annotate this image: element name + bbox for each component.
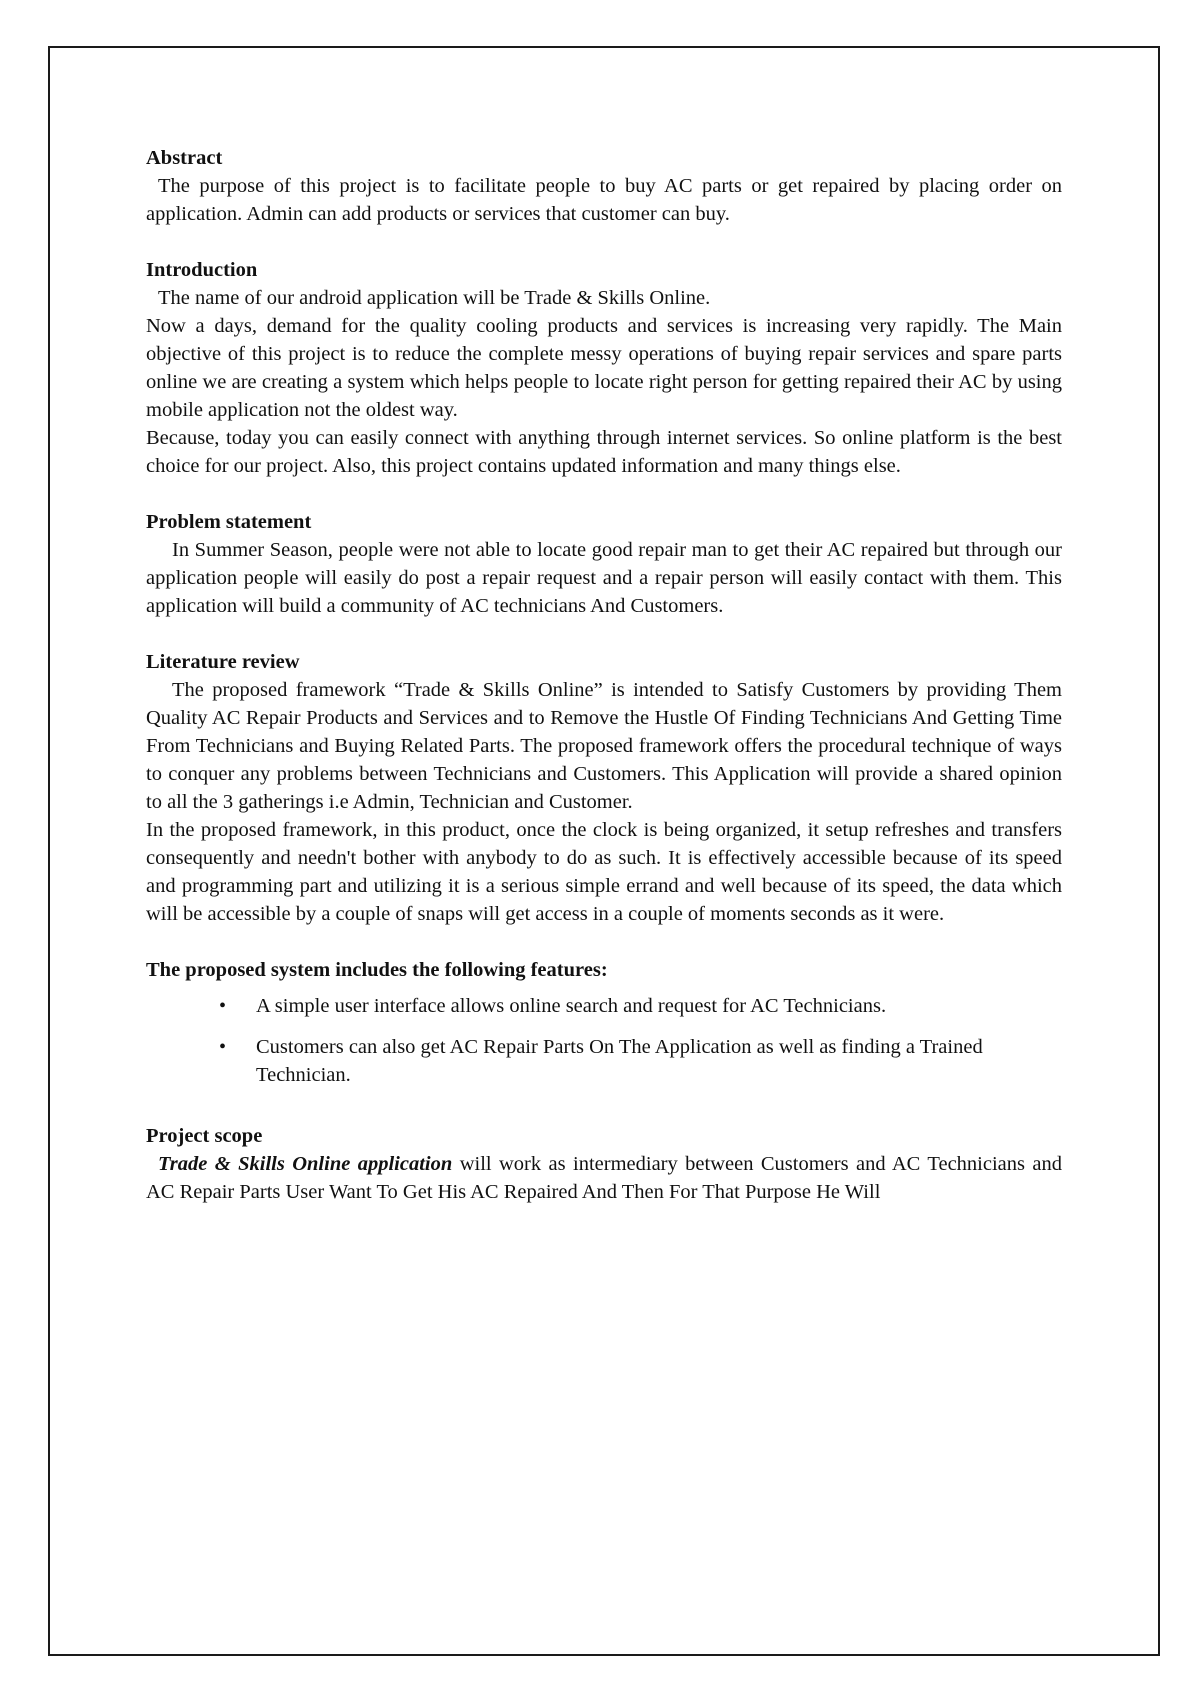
feature-text: Customers can also get AC Repair Parts On The Application as well as finding a Trained Technician. (256, 1036, 983, 1086)
section-gap (146, 928, 1062, 956)
section-gap (146, 228, 1062, 256)
project-scope-heading: Project scope (146, 1125, 263, 1147)
introduction-heading: Introduction (146, 259, 258, 281)
document-body (146, 144, 1062, 1206)
problem-statement-text: In Summer Season, people were not able to locate good repair man to get their AC repaired but through our application people will easily do post a repair request and a repair person will easily contact with them. This application will build a community of AC technicians And Customers. (146, 539, 1062, 617)
literature-review-paragraph-2: In the proposed framework, in this product, once the clock is being organized, it setup refreshes and transfers consequently and needn't bother with anybody to do as such. It is effectively accessible because of its speed and programming part and utilizing it is a serious simple errand and well because of its speed, the data which will be accessible by a couple of snaps will get access in a couple of moments seconds as it were. (146, 819, 1062, 925)
introduction-paragraph-2: Now a days, demand for the quality cooling products and services is increasing very rapidly. The Main objective of this project is to reduce the complete messy operations of buying repair services and spare parts online we are creating a system which helps people to locate right person for getting repaired their AC by using mobile application not the oldest way. (146, 315, 1062, 421)
section-gap (146, 1102, 1062, 1122)
literature-review-heading: Literature review (146, 651, 300, 673)
problem-statement-heading: Problem statement (146, 511, 312, 533)
abstract-text: The purpose of this project is to facilitate people to buy AC parts or get repaired by placing order on application. Admin can add products or services that customer can buy. (146, 175, 1062, 225)
features-heading: The proposed system includes the following features: (146, 959, 608, 981)
project-scope-text (146, 1150, 1062, 1206)
project-scope-lead: Trade & Skills Online application (158, 1153, 453, 1175)
bullet-icon: • (219, 1036, 227, 1058)
feature-text: A simple user interface allows online search and request for AC Technicians. (256, 995, 887, 1017)
literature-review-paragraph-1: The proposed framework “Trade & Skills Online” is intended to Satisfy Customers by providing Them Quality AC Repair Products and Services and to Remove the Hustle Of Finding Technicians And Getting Time From Technicians and Buying Related Parts. The proposed framework offers the procedural technique of ways to conquer any problems between Technicians and Customers. This Application will provide a shared opinion to all the 3 gatherings i.e Admin, Technician and Customer. (146, 679, 1062, 813)
section-gap (146, 480, 1062, 508)
bullet-icon: • (219, 995, 227, 1017)
introduction-paragraph-3: Because, today you can easily connect with anything through internet services. So online platform is the best choice for our project. Also, this project contains updated information and many things else. (146, 427, 1062, 477)
introduction-paragraph-1: The name of our android application will be Trade & Skills Online. (158, 287, 711, 309)
list-item (146, 1033, 1062, 1089)
list-item (146, 992, 1062, 1020)
abstract-heading: Abstract (146, 147, 223, 169)
section-gap (146, 620, 1062, 648)
project-scope-body: will work as intermediary between Customers and AC Technicians and AC Repair Parts User Want To Get His AC Repaired And Then For That Purpose He Will (146, 1153, 1062, 1203)
features-list (146, 992, 1062, 1089)
